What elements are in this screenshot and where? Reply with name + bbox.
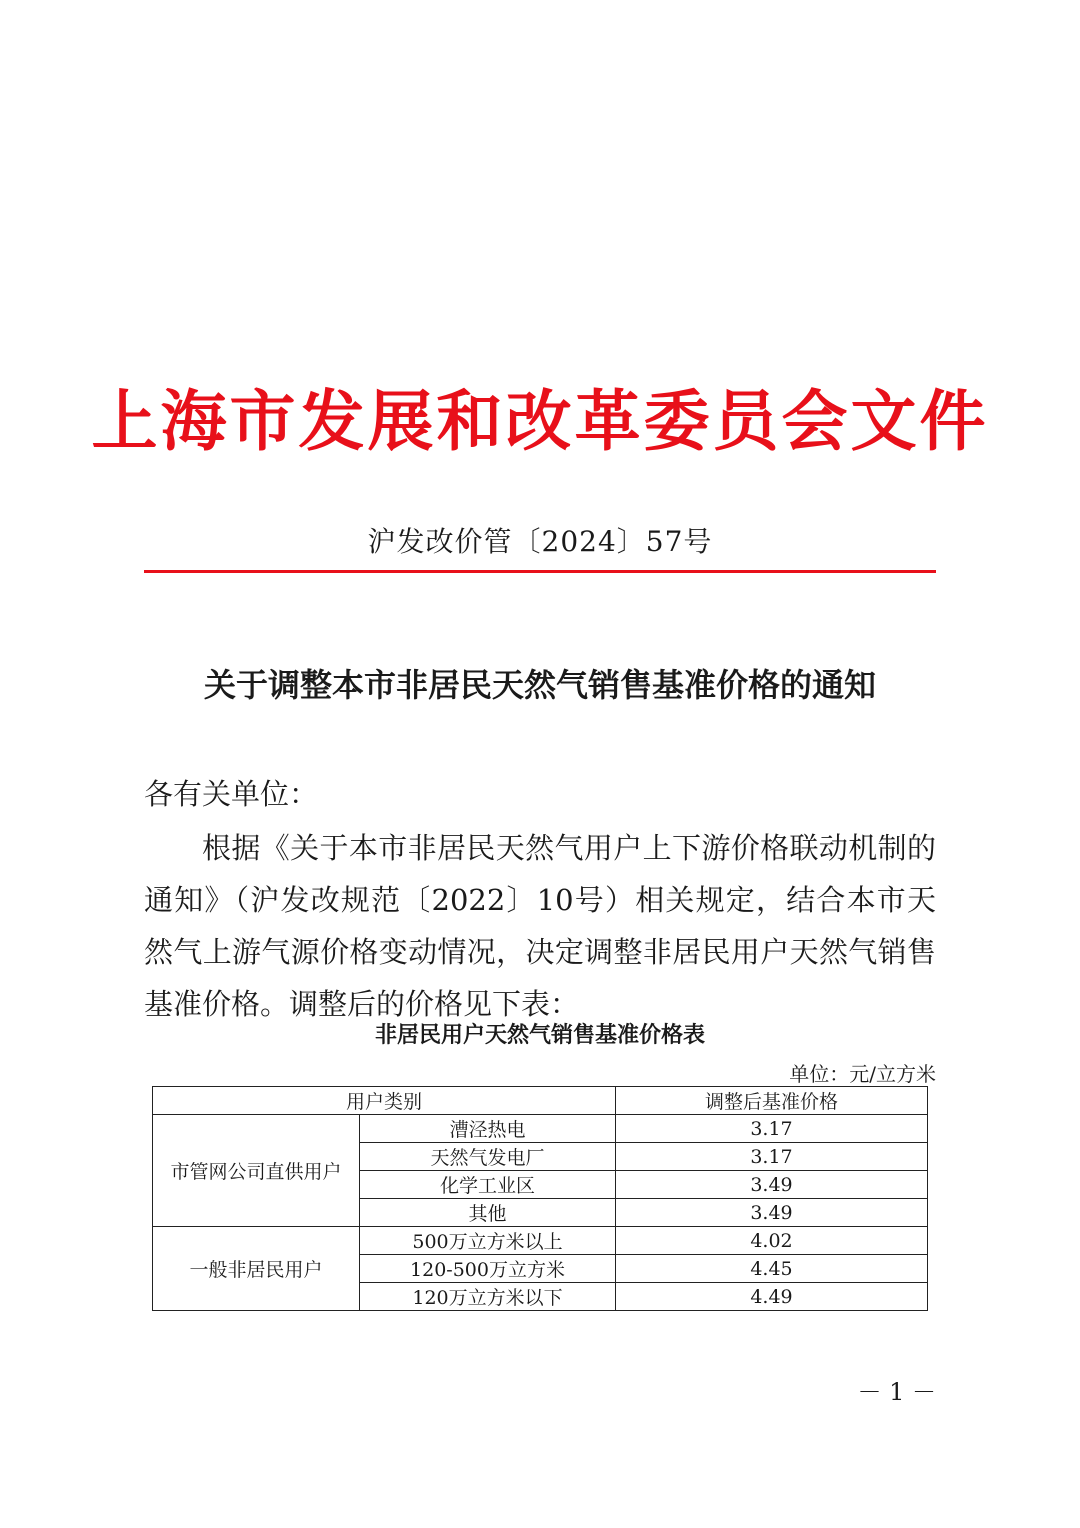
page-number: － 1 －: [857, 1378, 936, 1406]
body-paragraph: 根据《关于本市非居民天然气用户上下游价格联动机制的通知》（沪发改规范〔2022〕10号）相关规定，结合本市天然气上游气源价格变动情况，决定调整非居民用户天然气销售基准价格。调整后的价格见下表：: [144, 831, 936, 1021]
issuer-title: 上海市发展和改革委员会文件: [91, 382, 989, 460]
price-cell: 3.49: [616, 1199, 928, 1227]
category-cell: 一般非居民用户: [153, 1227, 360, 1311]
notice-title: 关于调整本市非居民天然气销售基准价格的通知: [203, 666, 876, 704]
price-cell: 4.49: [616, 1283, 928, 1311]
header-category: 用户类别: [153, 1087, 616, 1115]
subcategory-cell: 120-500万立方米: [360, 1255, 616, 1283]
table-row: [153, 1115, 928, 1143]
salutation: 各有关单位：: [144, 777, 319, 811]
price-table: [152, 1086, 928, 1311]
price-cell: 3.17: [616, 1143, 928, 1171]
red-divider-line: [144, 570, 936, 573]
subcategory-cell: 化学工业区: [360, 1171, 616, 1199]
table-title: 非居民用户天然气销售基准价格表: [374, 1022, 705, 1048]
unit-label: 单位：元/立方米: [789, 1062, 936, 1086]
table-header-row: [153, 1087, 928, 1115]
price-cell: 3.17: [616, 1115, 928, 1143]
price-cell: 4.02: [616, 1227, 928, 1255]
price-cell: 3.49: [616, 1171, 928, 1199]
table-row: [153, 1227, 928, 1255]
header-price: 调整后基准价格: [616, 1087, 928, 1115]
document-number: 沪发改价管〔2024〕57号: [367, 525, 713, 558]
subcategory-cell: 500万立方米以上: [360, 1227, 616, 1255]
subcategory-cell: 天然气发电厂: [360, 1143, 616, 1171]
subcategory-cell: 其他: [360, 1199, 616, 1227]
subcategory-cell: 漕泾热电: [360, 1115, 616, 1143]
category-cell: 市管网公司直供用户: [153, 1115, 360, 1227]
price-cell: 4.45: [616, 1255, 928, 1283]
subcategory-cell: 120万立方米以下: [360, 1283, 616, 1311]
